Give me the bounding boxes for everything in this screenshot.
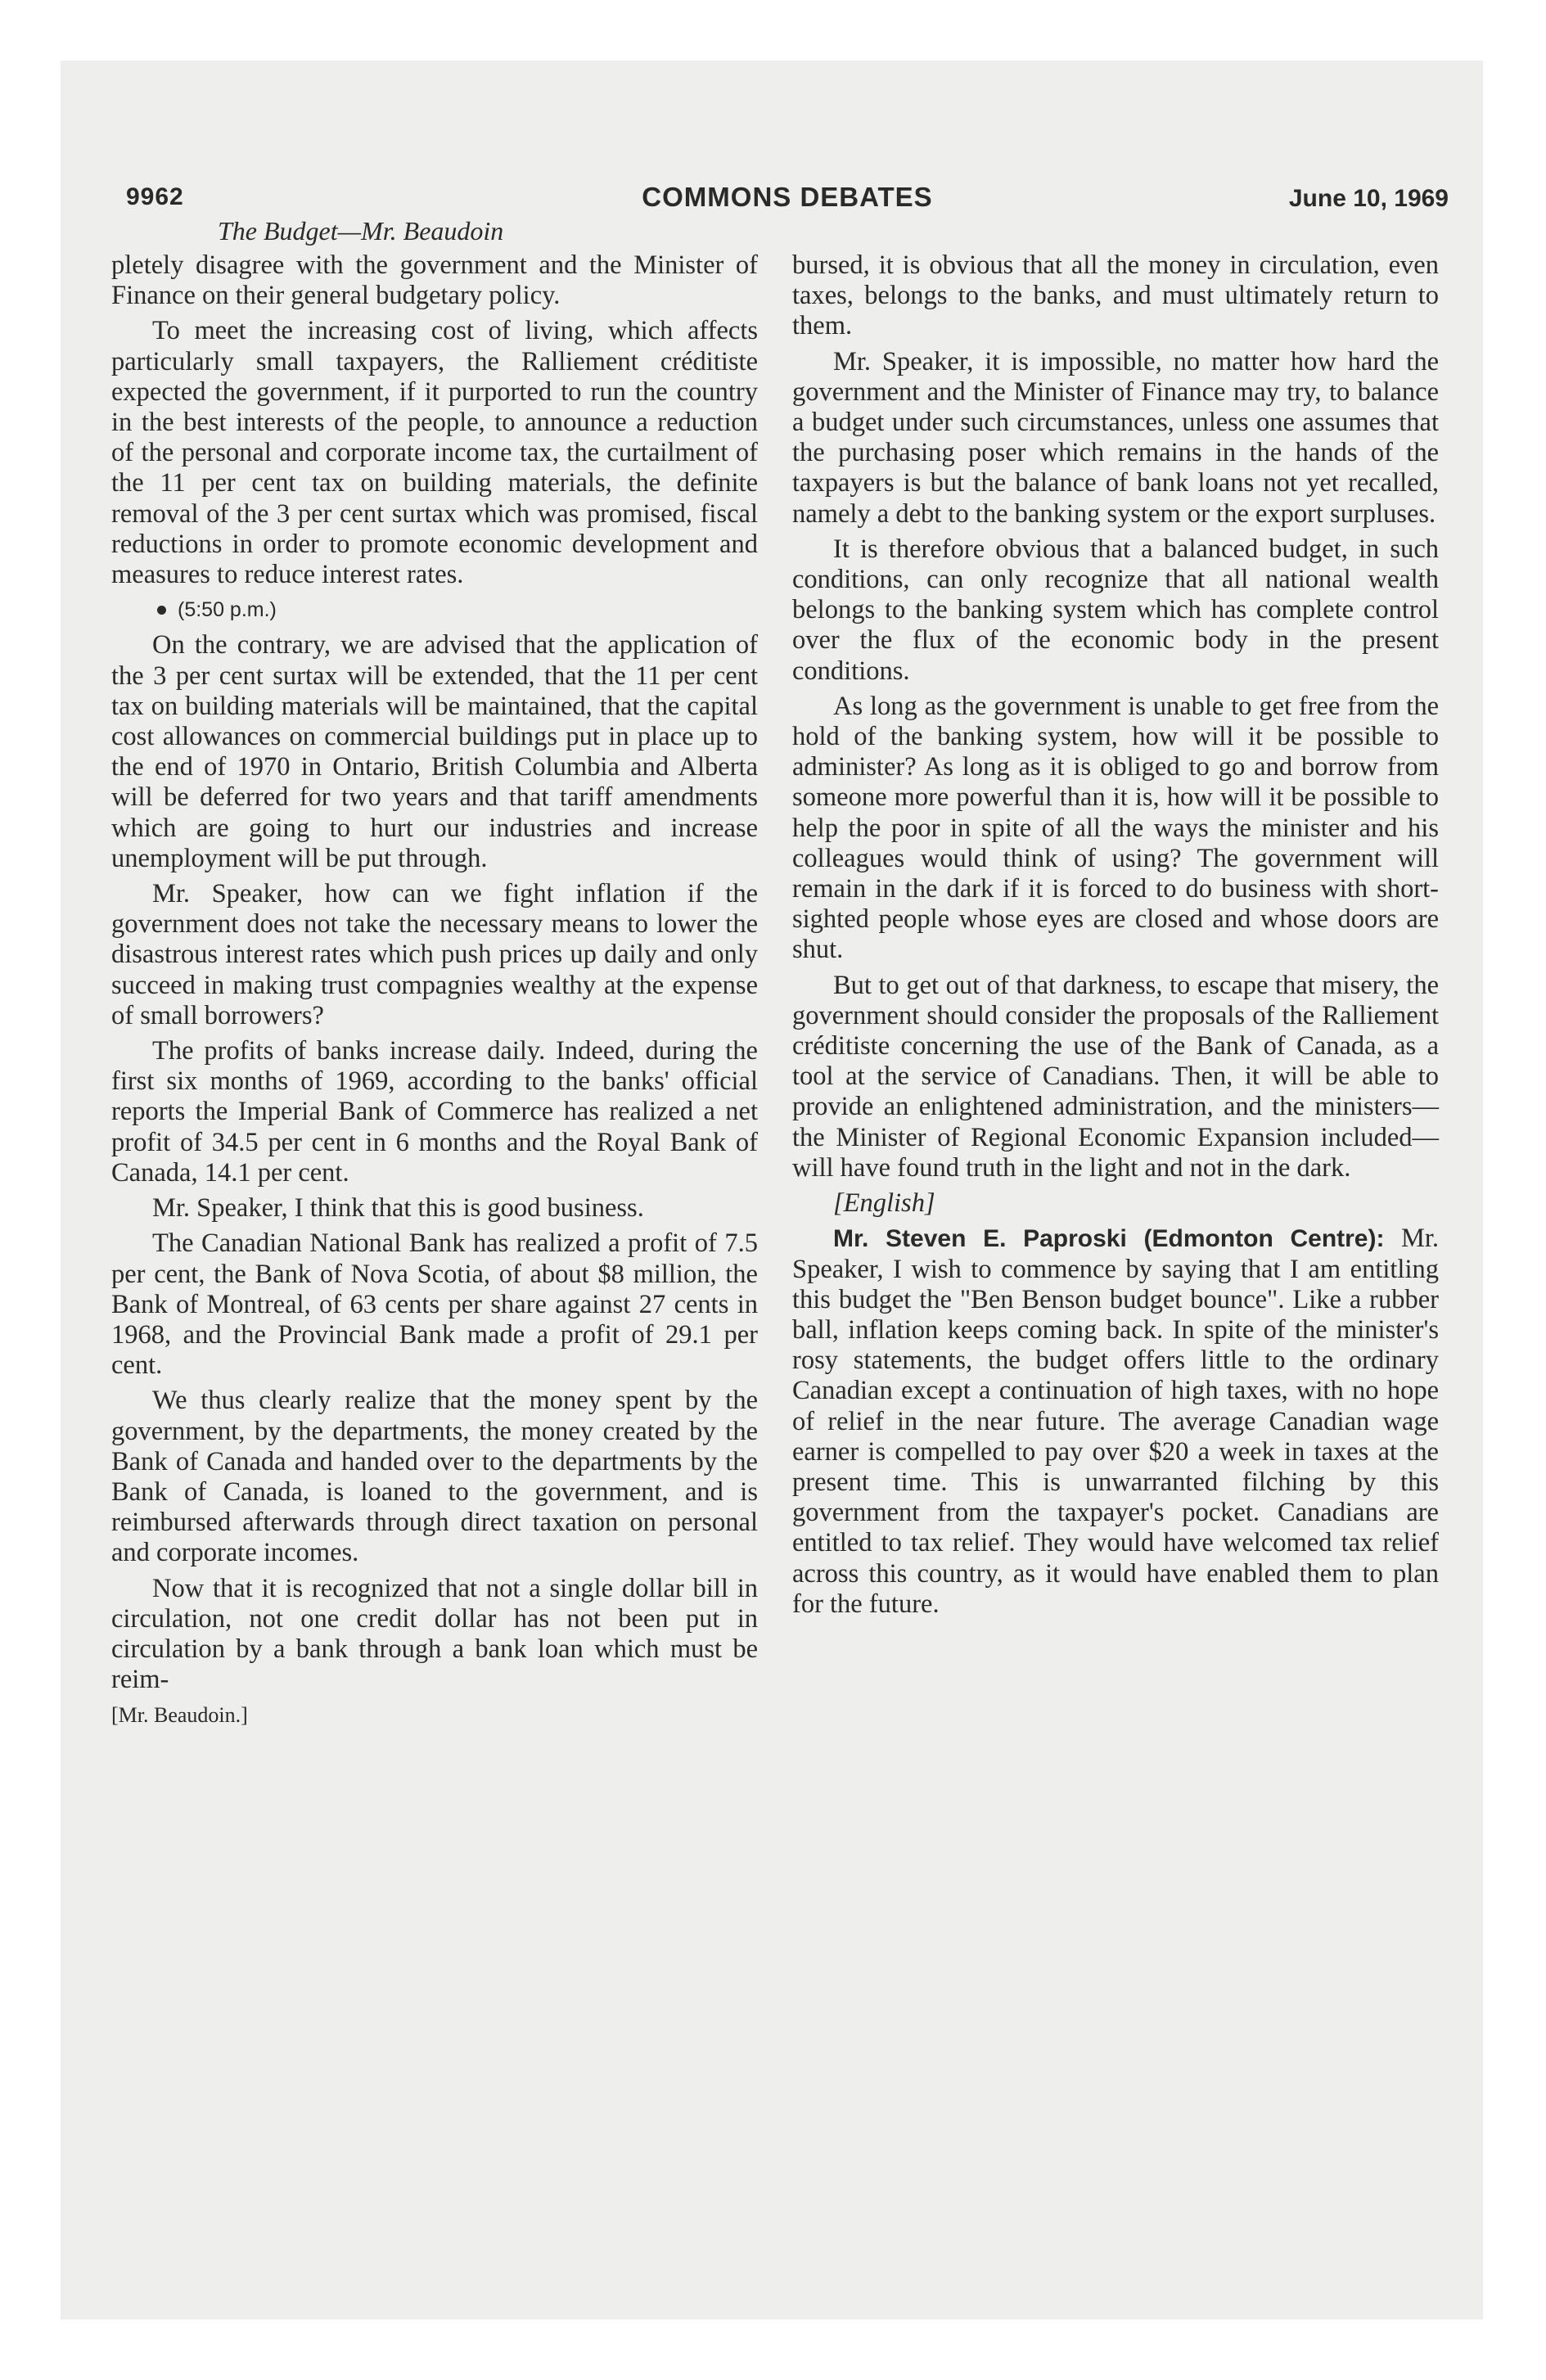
paragraph: On the contrary, we are advised that the application of the 3 per cent surtax will be extended, that the 11 per cent tax on building materials will be maintained, that the capital cost allowances on commercial buildings put in place up to the end of 1970 in Ontario, British Columbia and Alberta will be deferred for two years and that tariff amendments which are going to hurt our industries and increase unemployment will be put through. — [111, 630, 758, 873]
paragraph: But to get out of that darkness, to escape that misery, the government should consider the proposals of the Ralliement créditiste concerning the use of the Bank of Canada, as a tool at the service of Canadians. Then, it will be able to provide an enlightened administration, and the ministers—the Minister of Regional Economic Expansion included—will have found truth in the light and not in the dark. — [792, 970, 1439, 1183]
left-column — [111, 250, 758, 1736]
running-head: The Budget—Mr. Beaudoin — [218, 216, 504, 246]
time-stamp — [111, 595, 758, 625]
paragraph: We thus clearly realize that the money spent by the government, by the departments, the money created by the Bank of Canada and handed over to the departments by the Bank of Canada, is loaned to the government, and is reimbursed afterwards through direct taxation on personal and corporate incomes. — [111, 1386, 758, 1568]
paragraph: Now that it is recognized that not a single dollar bill in circulation, not one credit dollar has not been put in circulation by a bank through a bank loan which must be reim- — [111, 1573, 758, 1695]
paragraph: pletely disagree with the government and the Minister of Finance on their general budgetary policy. — [111, 250, 758, 311]
paragraph: Mr. Speaker, it is impossible, no matter how hard the government and the Minister of Finance may try, to balance a budget under such circumstances, unless one assumes that the purchasing poser which remains in the hands of the taxpayers is but the balance of bank loans not yet recalled, namely a debt to the banking system or the export surpluses. — [792, 346, 1439, 529]
paragraph: To meet the increasing cost of living, which affects particularly small taxpayers, the Ralliement créditiste expected the government, if it purported to run the country in the best interests of the people, to announce a reduction of the personal and corporate income tax, the curtailment of the 11 per cent tax on building materials, the definite removal of the 3 per cent surtax which was promised, fiscal reductions in order to promote economic development and measures to reduce interest rates. — [111, 316, 758, 590]
speech-text: Mr. Speaker, I wish to commence by saying that I am entitling this budget the "Ben Benson budget bounce". Like a rubber ball, inflation keeps coming back. In spite of the minister's rosy statements, the budget offers little to the ordinary Canadian except a continuation of high taxes, with no hope of relief in the near future. The average Canadian wage earner is compelled to pay over $20 a week in taxes at the present time. This is unwarranted filching by this government from the taxpayer's pocket. Canadians are entitled to tax relief. They would have welcomed tax relief across this country, as it would have enabled them to plan for the future. — [792, 1224, 1439, 1619]
language-tag: [English] — [833, 1188, 935, 1219]
paragraph: Mr. Speaker, how can we fight inflation if the government does not take the necessary means to lower the disastrous interest rates which push prices up daily and only succeed in making trust compagnies wealthy at the expense of small borrowers? — [111, 879, 758, 1030]
page-number: 9962 — [126, 183, 184, 210]
paragraph: The Canadian National Bank has realized a profit of 7.5 per cent, the Bank of Nova Scotia, of about $8 million, the Bank of Montreal, of 63 cents per share against 27 cents in 1968, and the Provincial Bank made a profit of 29.1 per cent. — [111, 1228, 758, 1381]
time-stamp-text: (5:50 p.m.) — [178, 598, 277, 622]
paragraph: Mr. Speaker, I think that this is good business. — [152, 1193, 644, 1224]
bullet-icon — [157, 606, 166, 615]
paragraph: It is therefore obvious that a balanced budget, in such conditions, can only recognize that all national wealth belongs to the banking system which has complete control over the flux of the economic body in the present conditions. — [792, 534, 1439, 686]
right-column — [792, 250, 1439, 1625]
journal-title: COMMONS DEBATES — [642, 182, 933, 212]
paragraph: As long as the government is unable to get free from the hold of the banking system, how will it be possible to administer? As long as it is obliged to go and borrow from someone more powerful than it is, how will it be possible to help the poor in spite of all the ways the minister and his colleagues would think of using? The government will remain in the dark if it is forced to do business with short-sighted people whose eyes are closed and whose doors are shut. — [792, 691, 1439, 965]
paragraph: The profits of banks increase daily. Indeed, during the first six months of 1969, according to the banks' official reports the Imperial Bank of Commerce has realized a net profit of 34.5 per cent in 6 months and the Royal Bank of Canada, 14.1 per cent. — [111, 1036, 758, 1188]
paragraph: bursed, it is obvious that all the money in circulation, even taxes, belongs to the banks, and must ultimately return to them. — [792, 250, 1439, 341]
speaker-attribution: [Mr. Beaudoin.] — [111, 1703, 248, 1728]
speaker-name: Mr. Steven E. Paproski (Edmonton Centre): — [833, 1225, 1385, 1253]
issue-date: June 10, 1969 — [1288, 185, 1449, 212]
speaker-paragraph — [792, 1224, 1439, 1620]
